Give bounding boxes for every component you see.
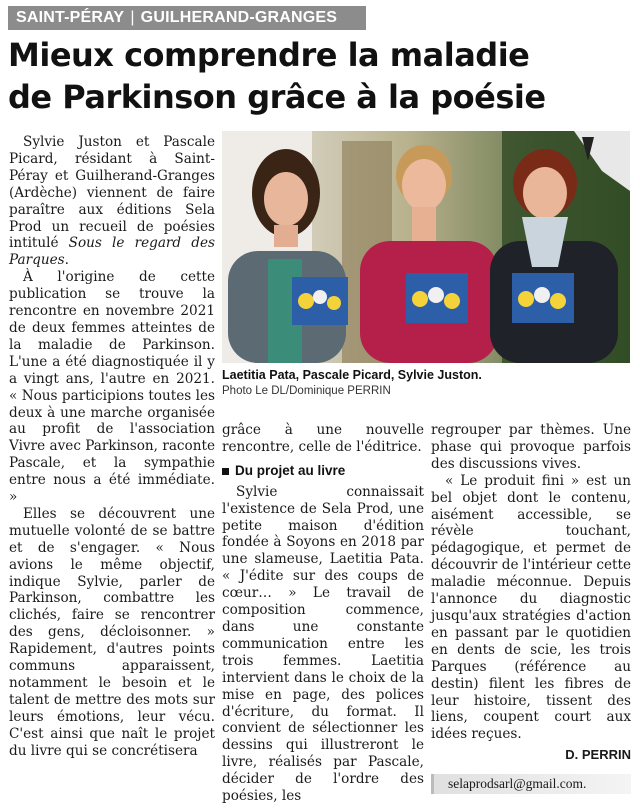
paragraph: À l'origine de cette publication se trouve la rencontre en novembre 2021 de deux femmes atteintes de la maladie de Parkinson. L'une a été diagnostiquée il y a vingt ans, l'autre en 2021. « Nous participions toutes les deux à une marche organisée au profit de l'association Vivre avec Parkinson, raconte Pascale, et la sympathie entre nous a été immédiate. » — [9, 269, 215, 506]
book-title-italic: Sous le regard des Parques — [9, 235, 215, 269]
paragraph: Elles se découvrent une mutuelle volonté de se battre et de s'engager. « Nous avions le même objectif, indique Sylvie, parler de Parkinson, combattre les clichés, faire se rencontrer des gens, décloisonner. » Rapidement, d'autres points communs apparaissent, notamment le besoin et le talent de mettre des mots sur leurs émotions, leur vécu. C'est ainsi que naît le projet du livre qui se concrétisera — [9, 505, 215, 759]
photo-credit: Photo Le DL/Dominique PERRIN — [222, 385, 391, 397]
photo-caption — [222, 367, 630, 399]
section-subhead — [222, 463, 424, 480]
headline-line-2: de Parkinson grâce à la poésie — [8, 78, 546, 116]
article-headline — [8, 34, 628, 118]
section-kicker — [8, 6, 366, 30]
book — [292, 277, 348, 325]
article-photo — [222, 131, 630, 363]
book — [406, 273, 468, 323]
square-bullet-icon — [222, 468, 229, 475]
kicker-town-1: SAINT-PÉRAY — [16, 9, 125, 26]
subhead-text: Du projet au livre — [235, 462, 346, 478]
article-column-2 — [222, 422, 424, 805]
article-column-1 — [9, 134, 215, 810]
paragraph: « Le produit fini » est un bel objet dont le contenu, aisément accessible, se révèle touchant, pédagogique, et permet de découvrir de l'intérieur cette maladie méconnue. Depuis l'annonce du diagnostic jusqu'aux stratégies d'action en passant par le quotidien en dents de scie, les trois Parques (référence au destin) filent les fibres de leur histoire, tissent des liens, coupent court aux idées reçues. — [431, 472, 631, 743]
paragraph-text: . — [64, 252, 69, 269]
headline-line-1: Mieux comprendre la maladie — [8, 36, 530, 74]
book — [512, 273, 574, 323]
caption-names: Laetitia Pata, Pascale Picard, Sylvie Juston. — [222, 368, 482, 382]
kicker-town-2: GUILHERAND-GRANGES — [140, 9, 338, 26]
paragraph: grâce à une nouvelle rencontre, celle de l'éditrice. — [222, 422, 424, 455]
paragraph: Sylvie connaissait l'existence de Sela Prod, une petite maison d'édition fondée à Soyons en 2018 par une slameuse, Laetitia Pata. « J'édite sur des coups de cœur… » Le travail de composition commence, dans une constante communication entre les trois femmes. Laetitia intervient dans le choix de la mise en page, des polices d'écriture, du format. Il convient de sélectionner les dessins qui illustreront le livre, réalisés par Pascale, décider de l'ordre des poésies, les — [222, 483, 424, 805]
author-signature: D. PERRIN — [565, 747, 631, 763]
paragraph-text: Sylvie Juston et Pascale Picard, résidant à Saint-Péray et Guilherand-Granges (Ardèche) viennent de faire paraître aux éditions Sela Prod un recueil de poésies intitulé — [9, 134, 215, 252]
paragraph — [9, 134, 215, 269]
paragraph: regrouper par thèmes. Une phase qui provoque parfois des discussions vives. — [431, 422, 631, 472]
photo-illustration — [222, 131, 630, 363]
article-column-3 — [431, 422, 631, 764]
kicker-separator: | — [130, 9, 135, 26]
contact-email: selaprodsarl@gmail.com. — [431, 774, 631, 794]
